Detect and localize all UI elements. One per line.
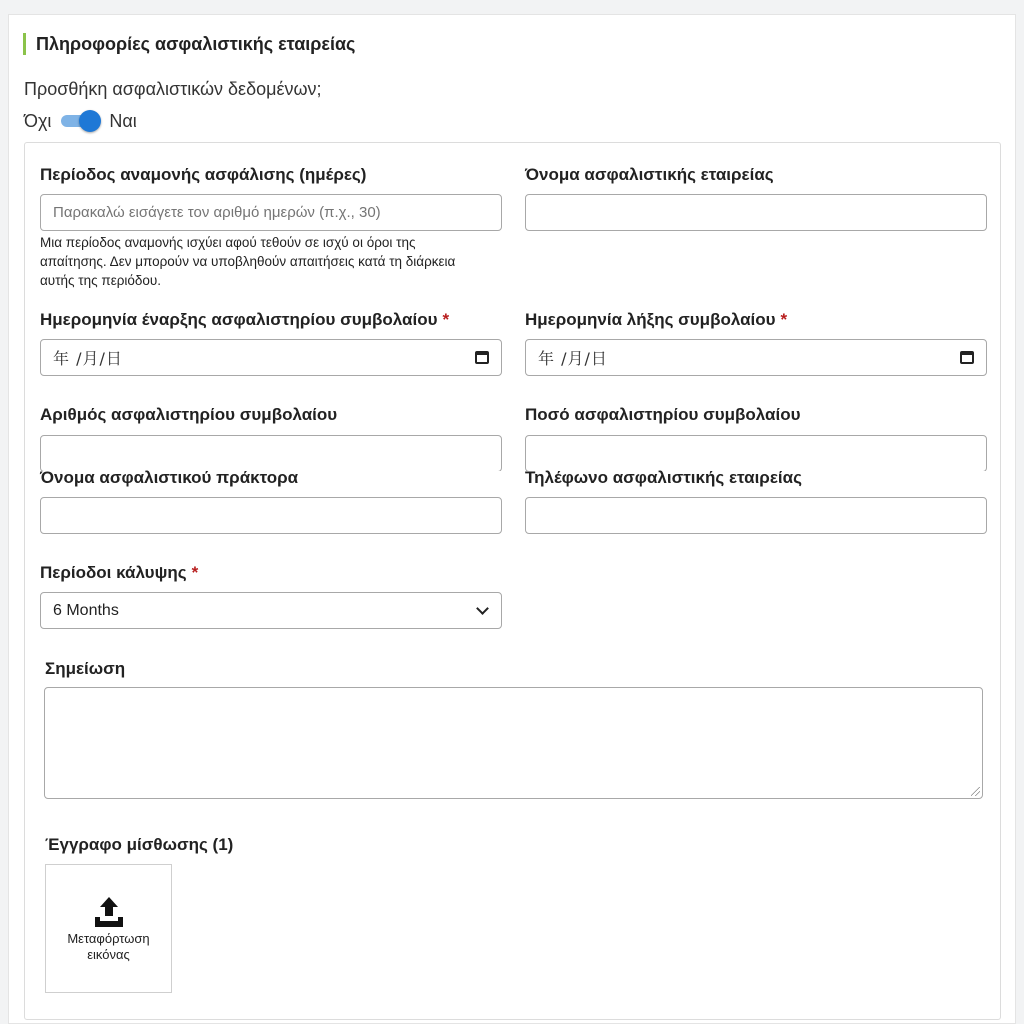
upload-image-button[interactable] bbox=[45, 864, 172, 993]
chevron-down-icon bbox=[476, 602, 489, 615]
policy-number-input[interactable] bbox=[40, 435, 502, 472]
resize-grip-icon[interactable] bbox=[971, 787, 980, 796]
waiting-period-label: Περίοδος αναμονής ασφάλισης (ημέρες) bbox=[40, 165, 367, 184]
end-date-label bbox=[525, 310, 787, 330]
insurance-page bbox=[8, 14, 1016, 1024]
company-name-input[interactable] bbox=[525, 194, 987, 231]
insurance-toggle-row bbox=[24, 109, 137, 133]
insurance-form-card bbox=[24, 142, 1001, 1020]
policy-amount-input[interactable] bbox=[525, 435, 987, 472]
company-phone-input[interactable] bbox=[525, 497, 987, 534]
end-date-label-text: Ημερομηνία λήξης συμβολαίου bbox=[525, 310, 776, 329]
required-mark: * bbox=[191, 563, 199, 582]
calendar-icon[interactable] bbox=[960, 351, 974, 364]
policy-number-label: Αριθμός ασφαλιστηρίου συμβολαίου bbox=[40, 405, 338, 424]
note-textarea[interactable] bbox=[44, 687, 983, 799]
start-date-input[interactable] bbox=[40, 339, 502, 376]
agent-name-label: Όνομα ασφαλιστικού πράκτορα bbox=[40, 468, 299, 487]
note-label: Σημείωση bbox=[45, 659, 126, 678]
switch-knob bbox=[79, 110, 101, 132]
waiting-period-help: Μια περίοδος αναμονής ισχύει αφού τεθούν σε ισχύ οι όροι της απαίτησης. Δεν μπορούν να υποβληθούν απαιτήσεις κατά τη διάρκεια αυτής της περιόδου. bbox=[40, 235, 456, 288]
upload-image-label: Μεταφόρτωση εικόνας bbox=[67, 931, 150, 962]
required-mark: * bbox=[442, 310, 450, 329]
start-date-label bbox=[40, 310, 449, 330]
end-date-input[interactable] bbox=[525, 339, 987, 376]
section-title: Πληροφορίες ασφαλιστικής εταιρείας bbox=[23, 33, 355, 55]
coverage-periods-label bbox=[40, 563, 198, 583]
add-insurance-question: Προσθήκη ασφαλιστικών δεδομένων; bbox=[24, 79, 322, 99]
coverage-periods-value: 6 Months bbox=[53, 601, 119, 619]
end-date-placeholder: 年 /月/日 bbox=[538, 349, 608, 368]
company-phone-label: Τηλέφωνο ασφαλιστικής εταιρείας bbox=[525, 468, 802, 487]
coverage-periods-select[interactable] bbox=[40, 592, 502, 629]
upload-icon bbox=[92, 895, 126, 929]
start-date-label-text: Ημερομηνία έναρξης ασφαλιστηρίου συμβολαίου bbox=[40, 310, 438, 329]
waiting-period-input[interactable] bbox=[40, 194, 502, 231]
lease-document-label: Έγγραφο μίσθωσης (1) bbox=[45, 835, 234, 854]
calendar-icon[interactable] bbox=[475, 351, 489, 364]
required-mark: * bbox=[780, 310, 788, 329]
toggle-on-label: Ναι bbox=[109, 110, 137, 131]
agent-name-input[interactable] bbox=[40, 497, 502, 534]
company-name-label: Όνομα ασφαλιστικής εταιρείας bbox=[525, 165, 774, 184]
toggle-off-label: Όχι bbox=[24, 110, 52, 131]
add-insurance-switch[interactable] bbox=[61, 110, 101, 132]
start-date-placeholder: 年 /月/日 bbox=[53, 349, 123, 368]
policy-amount-label: Ποσό ασφαλιστηρίου συμβολαίου bbox=[525, 405, 801, 424]
coverage-periods-label-text: Περίοδοι κάλυψης bbox=[40, 563, 187, 582]
